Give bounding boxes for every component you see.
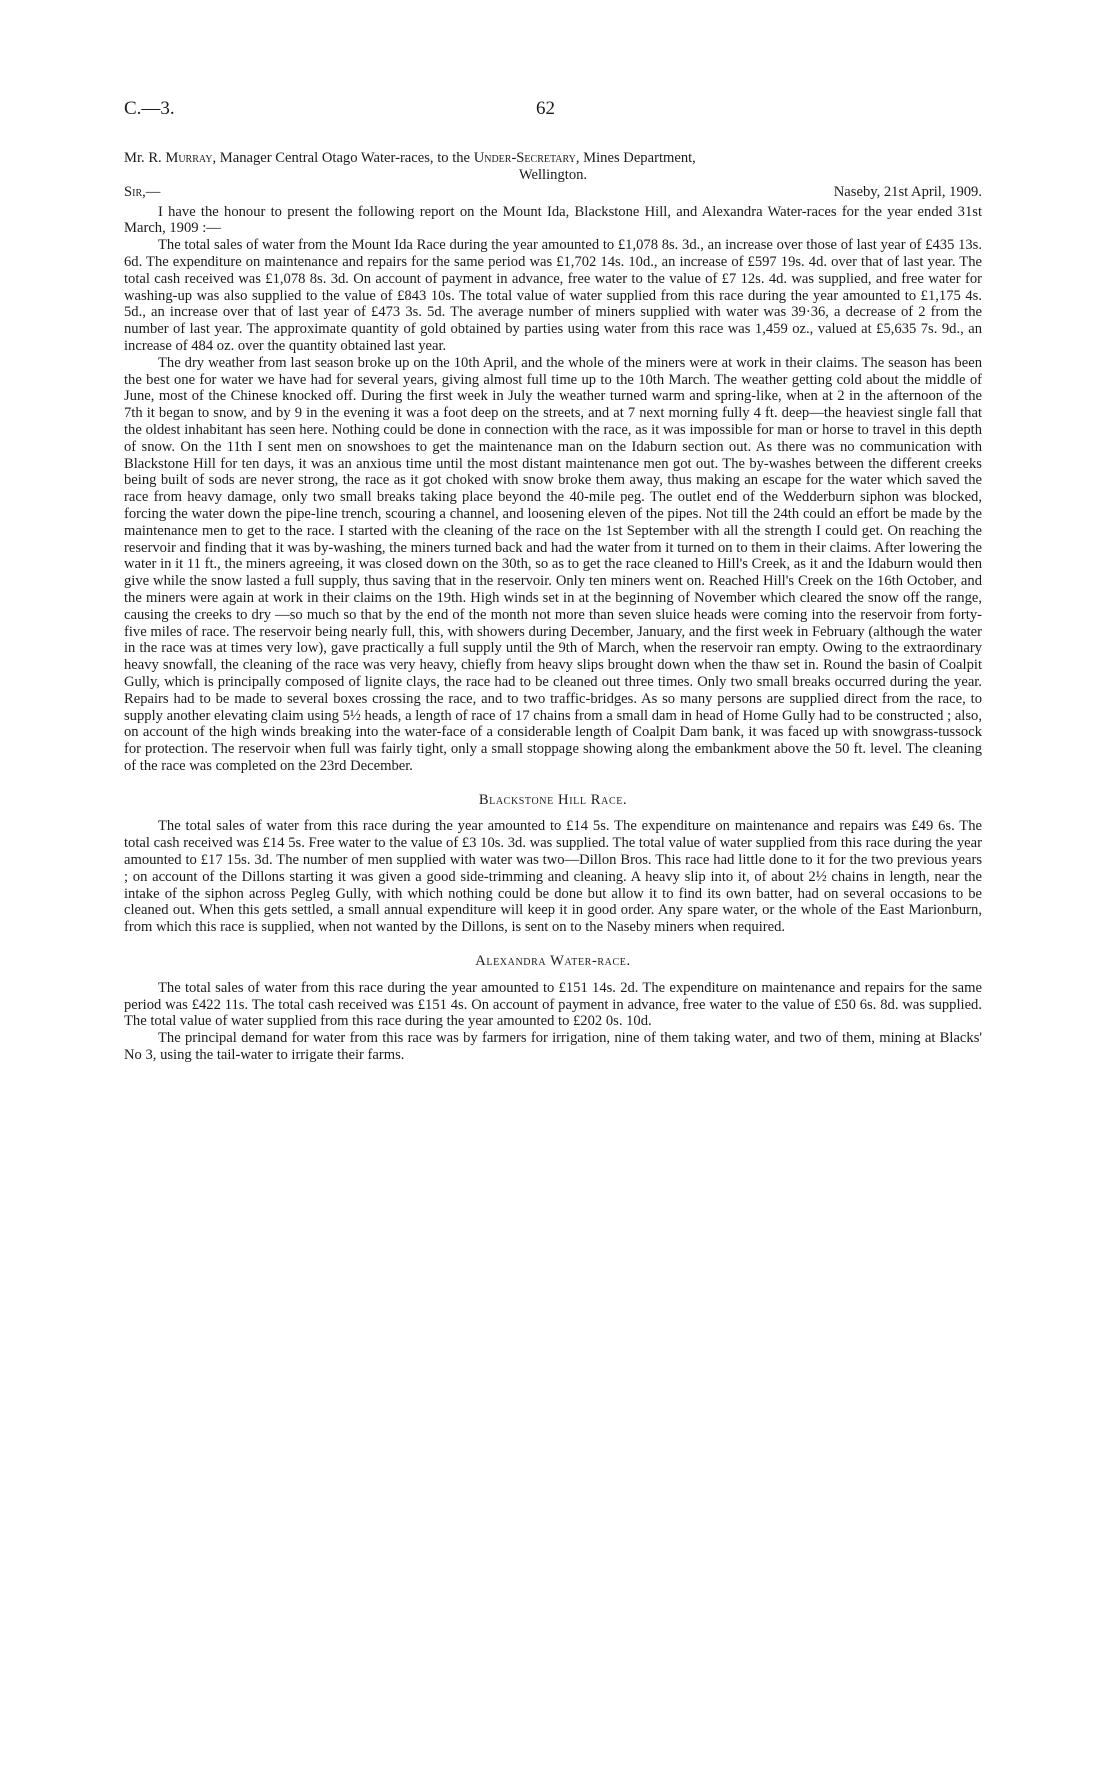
running-header bbox=[124, 98, 990, 128]
section-heading-alexandra: Alexandra Water-race. bbox=[475, 953, 631, 970]
intro-paragraph: I have the honour to present the following report on the Mount Ida, Blackstone Hill, and Alexandra Water-races for the year ended 31st March, 1909 :— bbox=[124, 203, 982, 237]
letter-address-line2: Wellington. bbox=[518, 166, 588, 183]
letter-address: Mr. R. Murray, Manager Central Otago Water-races, to the Under-Secretary, Mines Department, bbox=[124, 150, 696, 166]
page-number: 62 bbox=[536, 98, 555, 119]
place-date: Naseby, 21st April, 1909. bbox=[833, 183, 982, 200]
sender-name: Murray bbox=[165, 150, 213, 166]
alexandra-irrigation-paragraph: The principal demand for water from this race was by farmers for irrigation, nine of them taking water, and two of them, mining at Blacks' No 3, using the tail-water to irrigate their farms. bbox=[124, 1030, 982, 1064]
blackstone-hill-paragraph: The total sales of water from this race during the year amounted to £14 5s. The expenditure on maintenance and repairs was £49 6s. The total cash received was £14 5s. Free water to the value of £3 10s. 3d. was supplied. The total value of water supplied from this race during the year amounted to £17 15s. 3d. The number of men supplied with water was two—Dillon Bros. This race had little done to it for the two previous years ; on account of the Dillons starting it was given a good side-trimming and cleaning. A heavy slip into it, of about 2½ chains in length, near the intake of the siphon across Pegleg Gully, with which nothing could be done but allow it to find its own batter, had on several occasions to be cleaned out. When this gets settled, a small annual expenditure will keep it in good order. Any spare water, or the whole of the East Marionburn, from which this race is supplied, when not wanted by the Dillons, is sent on to the Naseby miners when required. bbox=[124, 818, 982, 936]
alexandra-financials-paragraph: The total sales of water from this race during the year amounted to £151 14s. 2d. The expenditure on maintenance and repairs for the same period was £422 11s. The total cash received was £151 4s. On account of payment in advance, free water to the value of £50 6s. 8d. was supplied. The total value of water supplied from this race during the year amounted to £202 0s. 10d. bbox=[124, 979, 982, 1030]
recipient-title: Under-Secretary bbox=[473, 150, 576, 166]
salutation: Sir,— bbox=[124, 183, 161, 200]
salutation-row bbox=[124, 184, 982, 204]
mount-ida-financials-paragraph: The total sales of water from the Mount Ida Race during the year amounted to £1,078 8s. 3d., an increase over those of last year of £435 13s. 6d. The expenditure on maintenance and repairs for the same period was £1,702 14s. 10d., an increase of £597 19s. 4d. over that of last year. The total cash received was £1,078 8s. 3d. On account of payment in advance, free water to the value of £7 12s. 4d. was supplied, and free water for washing-up was also supplied to the value of £843 10s. The total value of water supplied from this race during the year amounted to £1,175 4s. 5d., an increase over that of last year of £473 3s. 5d. The average number of miners supplied with water was 39·36, a decrease of 2 from the number of last year. The approximate quantity of gold obtained by parties using water from this race was 1,459 oz., valued at £5,635 7s. 9d., an increase of 484 oz. over the quantity obtained last year. bbox=[124, 237, 982, 354]
document-reference: C.—3. bbox=[124, 98, 175, 119]
section-heading-blackstone-hill: Blackstone Hill Race. bbox=[478, 791, 628, 808]
report-body bbox=[124, 150, 982, 1064]
mount-ida-season-paragraph: The dry weather from last season broke up on the 10th April, and the whole of the miners were at work in their claims. The season has been the best one for water we have had for several years, giving almost full time up to the 10th March. The weather getting cold about the middle of June, most of the Chinese knocked off. During the first week in July the weather turned warm and spring-like, when at 2 in the afternoon of the 7th it began to snow, and by 9 in the evening it was a foot deep on the streets, and at 7 next morning fully 4 ft. deep—the heaviest single fall that the oldest inhabitant has seen here. Nothing could be done in connection with the race, as it was impossible for man or horse to travel in this depth of snow. On the 11th I sent men on snowshoes to get the maintenance man on the Idaburn section out. As there was no communication with Blackstone Hill for ten days, it was an anxious time until the most distant maintenance men got out. The by-washes between the different creeks being built of sods are never strong, the race as it got choked with snow broke them away, thus making an escape for the water which saved the race from heavy damage, only two small breaks taking place beyond the 40-mile peg. The outlet end of the Wedderburn siphon was blocked, forcing the water down the pipe-line trench, scouring a channel, and loosening eleven of the pipes. Not till the 24th could an effort be made by the maintenance men to get to the race. I started with the cleaning of the race on the 1st September with all the strength I could get. On reaching the reservoir and finding that it was by-washing, the miners turned back and had the water from it turned on to them in their claims. After lowering the water in it 11 ft., the miners agreeing, it was closed down on the 30th, so as to get the race cleaned to Hill's Creek, as it and the Idaburn would then give while the snow lasted a full supply, thus saving that in the reservoir. Only ten miners went on. Reached Hill's Creek on the 16th October, and the miners were again at work in their claims on the 19th. High winds set in at the beginning of November which cleared the snow off the range, causing the creeks to dry —so much so that by the end of the month not more than seven sluice heads were coming into the reservoir from forty-five miles of race. The reservoir being nearly full, this, with showers during December, January, and the first week in February (although the water in the race was at times very low), gave practically a full supply until the 9th of March, when the reservoir ran empty. Owing to the extraordinary heavy snowfall, the cleaning of the race was very heavy, chiefly from heavy slips brought down when the thaw set in. Round the basin of Coalpit Gully, which is principally composed of lignite clays, the race had to be cleaned out three times. Only two small breaks occurred during the year. Repairs had to be made to several boxes crossing the race, and to two traffic-bridges. As so many persons are supplied direct from the race, to supply another elevating claim using 5½ heads, a length of race of 17 chains from a small dam in head of Home Gully had to be constructed ; also, on account of the high winds breaking into the water-face of a considerable length of Coalpit Dam bank, it was faced up with snowgrass-tussock for protection. The reservoir when full was fairly tight, only a small stoppage showing along the embankment above the 50 ft. level. The cleaning of the race was completed on the 23rd December. bbox=[124, 354, 982, 774]
